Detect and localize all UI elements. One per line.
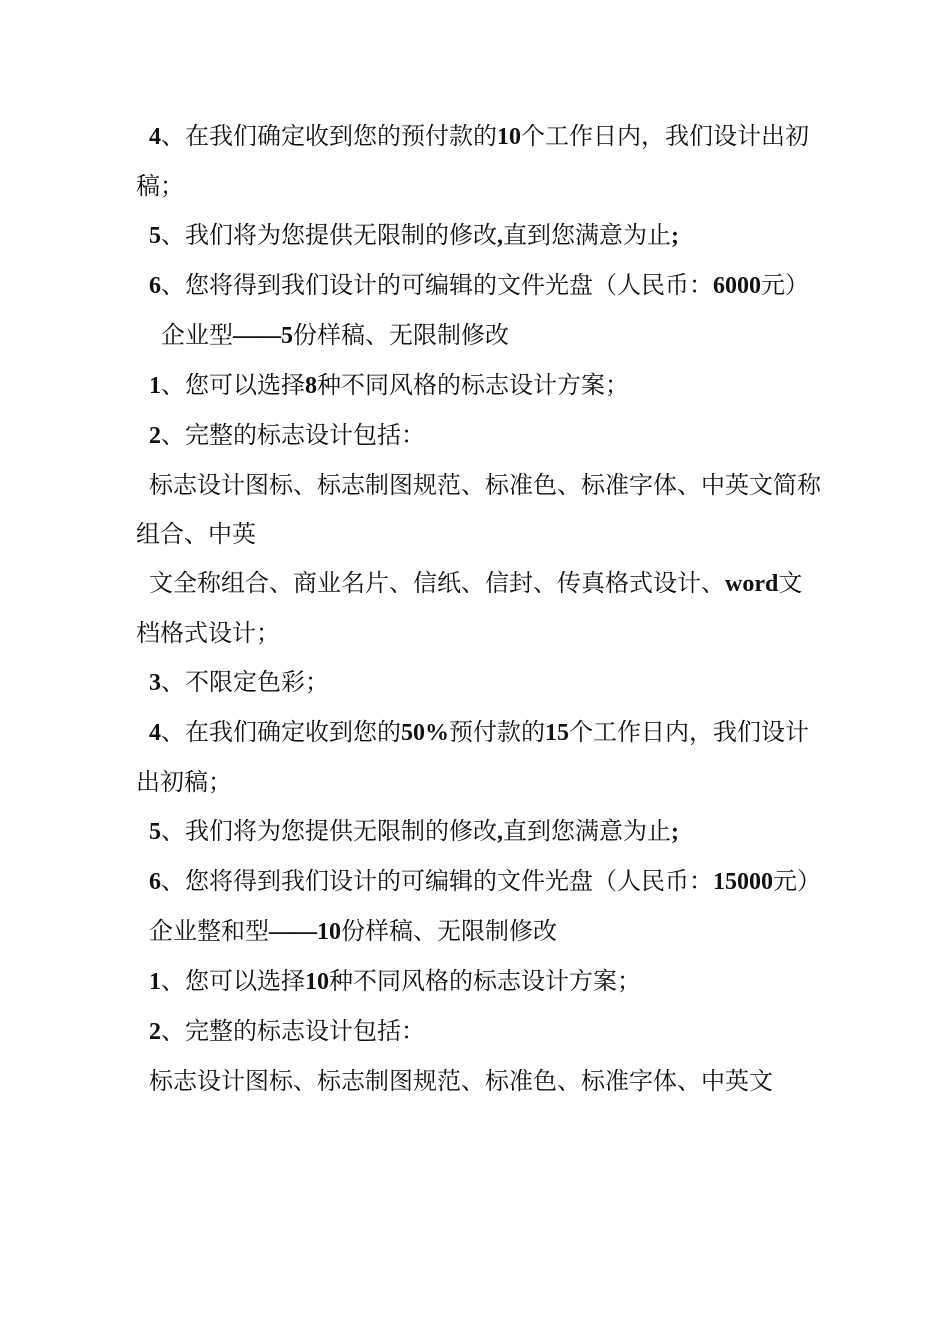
paragraph-item-6-price: 6、您将得到我们设计的可编辑的文件光盘（人民币：6000元）	[149, 271, 809, 299]
document-body	[136, 112, 826, 1106]
paragraph-item-3-colors: 3、不限定色彩；	[149, 668, 329, 696]
paragraph-item-2-includes: 2、完整的标志设计包括：	[149, 421, 425, 449]
paragraph-item-2-includes: 2、完整的标志设计包括：	[149, 1017, 425, 1045]
paragraph-item-4-first-draft: 4、在我们确定收到您的50%预付款的15个工作日内，我们设计出初稿；	[136, 718, 809, 796]
paragraph-includes-list-2: 文全称组合、商业名片、信纸、信封、传真格式设计、word文档格式设计；	[136, 569, 803, 647]
section-heading-enterprise: 企业型——5份样稿、无限制修改	[161, 321, 509, 349]
paragraph-item-1-styles: 1、您可以选择10种不同风格的标志设计方案；	[149, 967, 641, 995]
paragraph-includes-list-1: 标志设计图标、标志制图规范、标准色、标准字体、中英文简称组合、中英	[136, 471, 821, 548]
paragraph-item-5-revisions: 5、我们将为您提供无限制的修改,直到您满意为止;	[149, 221, 679, 249]
paragraph-includes-list-1: 标志设计图标、标志制图规范、标准色、标准字体、中英文	[149, 1067, 773, 1095]
paragraph-item-6-price: 6、您将得到我们设计的可编辑的文件光盘（人民币：15000元）	[149, 867, 821, 895]
section-heading-enterprise-integrated: 企业整和型——10份样稿、无限制修改	[149, 917, 557, 945]
paragraph-item-4-first-draft: 4、在我们确定收到您的预付款的10个工作日内，我们设计出初稿；	[136, 122, 809, 200]
paragraph-item-1-styles: 1、您可以选择8种不同风格的标志设计方案；	[149, 371, 629, 399]
paragraph-item-5-revisions: 5、我们将为您提供无限制的修改,直到您满意为止;	[149, 817, 679, 845]
